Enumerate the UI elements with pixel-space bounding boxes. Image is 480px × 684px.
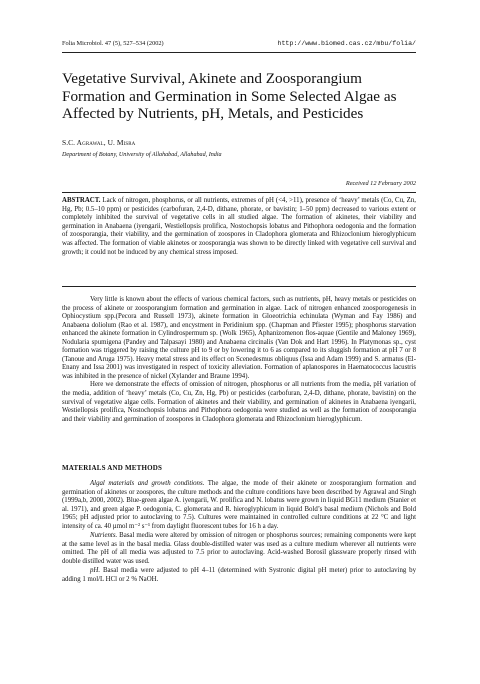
abstract-text: Lack of nitrogen, phosphorus, or all nutrients, extremes of pH (<4, >11), presence of ‘heavy’ metals (Co, Cu, Zn, Hg, Pb; 0.5–10 ppm) or pesticides (carbofuran, 2,4-D, dithane, phorate, or bavistin; 1–50 ppm) decreased to various extent or completely inhibited the survival of vegetative cells in all studied algae. The formation of akinetes, their viability and germination in Anabaena (iyengarii, Westiellopsis prolifica, Nostochopsis lobatus and Pithophora oedogonia and the formation of zoosporangia, their viability, and the germination of zoospores in Cladophora glomerata and Rhizoclonium hieroglyphicum was affected. The formation of viable akinetes or zoosporangia was shown to be directly linked with vegetative cell survival and growth; it could not be induced by any chemical stress imposed.: [62, 197, 416, 256]
header-rule: [62, 52, 416, 53]
abstract: [62, 197, 416, 257]
methods-lead: Nutrients.: [90, 532, 118, 540]
abstract-top-rule: [62, 192, 416, 193]
methods-paragraph: [62, 567, 416, 584]
methods-paragraph: [62, 480, 416, 531]
intro-paragraph: Very little is known about the effects of various chemical factors, such as nutrients, pH, heavy metals or pesticides on the process of akinete or zoosporangium formation and germination in algae. Lack of nitrogen enhanced zoosporogenesis in Ophiocystium spp.(Pecora and Russell 1973), akinete formation in Gloeotrichia echinulata (Wyman and Fay 1986) and Anabaena doliolum (Rao et al. 1987), and encystment in Peridinium spp. (Chapman and Pfiester 1995); phosphorus starvation enhanced the akinete formation in Cylindrospermum sp. (Wolk 1965), Aphanizomenon flos-aquae (Gentile and Maloney 1969), Nodularia spumigena (Pandey and Talpasayi 1980) and Anabaena circinalis (Van Dok and Hart 1996). In Platymonas sp., cyst formation was triggered by raising the culture pH to 9 or by lowering it to 6 as compared to its sluggish formation at pH 7 or 8 (Tanoue and Aruga 1975). Heavy metal stress and its effect on Scenedesmus obliquus (Issa and Adam 1999) and S. armatus (El-Enany and Issa 2001) was investigated in respect of toxicity alleviation. Formation of aplanospores in Haematococcus lacustris was inhibited in the presence of nickel (Xylander and Braune 1994).: [62, 296, 416, 380]
methods-text: Basal media were adjusted to pH 4–11 (determined with Systronic digital pH meter) prior to autoclaving by adding 1 mol/L HCl or 2 % NaOH.: [62, 567, 416, 584]
section-heading: MATERIALS AND METHODS: [62, 464, 163, 472]
journal-citation: Folia Microbiol. 47 (5), 527–534 (2002): [62, 40, 164, 47]
methods: [62, 480, 416, 586]
journal-url[interactable]: http://www.biomed.cas.cz/mbu/folia/: [277, 40, 416, 47]
methods-text: Basal media were altered by omission of nitrogen or phosphorus sources; remaining components were kept at the same level as in the basal media. Glass double-distilled water was used as a culture medium wherever all nutrients were omitted. The pH of all media was adjusted to 7.5 prior to autoclaving. Acid-washed Borosil glassware properly rinsed with double distilled water was used.: [62, 532, 416, 565]
methods-text: The algae, the mode of their akinete or zoosporangium formation and germination of akinetes or zoospores, the culture methods and the culture conditions have been described by Agrawal and Singh (1999a,b, 2000, 2002). Blue-green algae A. iyengarii, W. prolifica and N. lobatus were grown in liquid BG11 medium (Stanier et al. 1971), and green algae P. oedogonia, C. glomerata and R. hieroglyphicum in liquid Bold’s basal medium (Nichols and Bold 1965; pH adjusted prior to autoclaving to 7.5). Cultures were maintained in controlled culture conditions at 22 °C and light intensity of ca. 40 µmol m⁻² s⁻¹ from daylight fluorescent tubes for 16 h a day.: [62, 480, 416, 530]
methods-lead: Algal materials and growth conditions.: [90, 480, 205, 487]
intro-paragraph: Here we demonstrate the effects of omission of nitrogen, phosphorus or all nutrients from the media, pH variation of the media, addition of ‘heavy’ metals (Co, Cu, Zn, Hg, Pb) or pesticides (carbofuran, 2,4-D, dithane, phorate, bavistin) on the survival of vegetative algae cells. Formation of akinetes and their viability, and germination of akinetes in Anabaena iyengarii, Westiellopsis prolifica, Nostochopsis lobatus and Pithophora oedogonia were studied as well as the formation of zoosporangia and their viability and germination of zoospores in Cladophora glomerata and Rhizoclonium hieroglyphicum.: [62, 381, 416, 423]
abstract-bottom-rule: [62, 286, 416, 287]
authors: S.C. Agrawal, U. Misra: [62, 138, 136, 147]
paper-title: Vegetative Survival, Akinete and Zoosporangium Formation and Germination in Some Selected Algae as Affected by Nutrients, pH, Metals, and Pesticides: [62, 70, 397, 122]
introduction: [62, 296, 416, 424]
abstract-label: ABSTRACT.: [62, 197, 101, 204]
received-date: Received 12 February 2002: [345, 180, 416, 187]
affiliation: Department of Botany, University of Allahabad, Allahabad, India: [62, 152, 222, 158]
methods-lead: pH.: [90, 567, 101, 575]
methods-paragraph: [62, 532, 416, 566]
